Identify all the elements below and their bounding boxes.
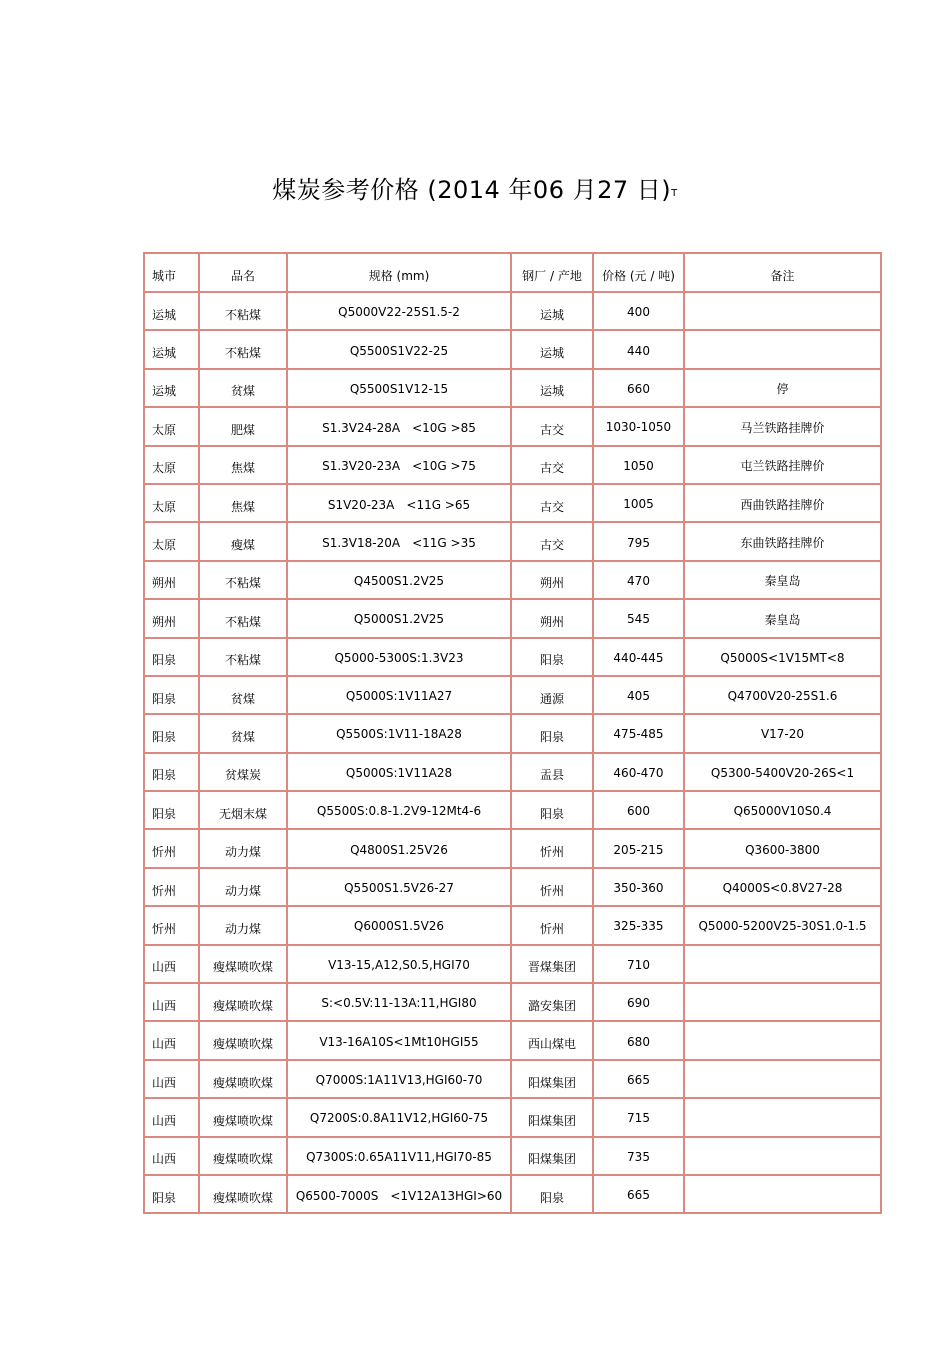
cell-source: 西山煤电 — [512, 1022, 594, 1060]
cell-price: 660 — [594, 370, 685, 408]
cell-note: Q4000S<0.8V27-28 — [685, 869, 882, 907]
cell-kind: 焦煤 — [200, 447, 288, 485]
cell-price: 470 — [594, 562, 685, 600]
cell-city: 阳泉 — [145, 754, 200, 792]
cell-price: 405 — [594, 677, 685, 715]
cell-city: 阳泉 — [145, 639, 200, 677]
cell-source: 运城 — [512, 293, 594, 331]
cell-source: 朔州 — [512, 562, 594, 600]
cell-note — [685, 1099, 882, 1137]
cell-city: 山西 — [145, 1138, 200, 1176]
table-row — [145, 1176, 882, 1214]
cell-source: 潞安集团 — [512, 984, 594, 1022]
header-source: 钢厂 / 产地 — [512, 254, 594, 293]
cell-price: 715 — [594, 1099, 685, 1137]
cell-kind: 瘦煤 — [200, 523, 288, 561]
cell-note: 东曲铁路挂牌价 — [685, 523, 882, 561]
cell-price: 350-360 — [594, 869, 685, 907]
table-row — [145, 792, 882, 830]
table-row — [145, 946, 882, 984]
cell-kind: 动力煤 — [200, 869, 288, 907]
table-row — [145, 830, 882, 868]
cell-price: 460-470 — [594, 754, 685, 792]
header-city: 城市 — [145, 254, 200, 293]
cell-price: 440 — [594, 331, 685, 369]
cell-city: 忻州 — [145, 907, 200, 945]
cell-price: 690 — [594, 984, 685, 1022]
cell-kind: 瘦煤喷吹煤 — [200, 1061, 288, 1099]
cell-city: 太原 — [145, 447, 200, 485]
cell-source: 古交 — [512, 485, 594, 523]
coal-price-table — [143, 252, 882, 1214]
cell-source: 阳泉 — [512, 1176, 594, 1214]
cell-spec: Q5000S:1V11A27 — [288, 677, 512, 715]
table-row — [145, 1138, 882, 1176]
cell-spec: S1.3V20-23A <10G >75 — [288, 447, 512, 485]
cell-note — [685, 1061, 882, 1099]
cell-city: 阳泉 — [145, 677, 200, 715]
table-row — [145, 485, 882, 523]
table-row — [145, 715, 882, 753]
cell-price: 475-485 — [594, 715, 685, 753]
cell-spec: Q6500-7000S <1V12A13HGI>60 — [288, 1176, 512, 1214]
cell-spec: Q5000S:1V11A28 — [288, 754, 512, 792]
cell-city: 阳泉 — [145, 1176, 200, 1214]
cell-city: 太原 — [145, 408, 200, 446]
page-title — [0, 170, 950, 205]
cell-spec: Q7200S:0.8A11V12,HGI60-75 — [288, 1099, 512, 1137]
table-row — [145, 293, 882, 331]
cell-city: 山西 — [145, 946, 200, 984]
cell-kind: 瘦煤喷吹煤 — [200, 1099, 288, 1137]
cell-note: Q65000V10S0.4 — [685, 792, 882, 830]
table-row — [145, 639, 882, 677]
cell-note: Q5000S<1V15MT<8 — [685, 639, 882, 677]
cell-city: 忻州 — [145, 869, 200, 907]
cell-note — [685, 984, 882, 1022]
cell-source: 古交 — [512, 523, 594, 561]
cell-spec: Q5500S1V22-25 — [288, 331, 512, 369]
table-header — [145, 254, 882, 293]
cell-source: 忻州 — [512, 830, 594, 868]
cell-note: 马兰铁路挂牌价 — [685, 408, 882, 446]
cell-price: 325-335 — [594, 907, 685, 945]
header-kind: 品名 — [200, 254, 288, 293]
table-row — [145, 754, 882, 792]
cell-source: 通源 — [512, 677, 594, 715]
cell-note — [685, 946, 882, 984]
cell-city: 太原 — [145, 485, 200, 523]
cell-source: 阳泉 — [512, 715, 594, 753]
cell-kind: 瘦煤喷吹煤 — [200, 946, 288, 984]
cell-spec: Q5500S1.5V26-27 — [288, 869, 512, 907]
cell-spec: Q5000-5300S:1.3V23 — [288, 639, 512, 677]
cell-note: Q5300-5400V20-26S<1 — [685, 754, 882, 792]
table-row — [145, 370, 882, 408]
cell-price: 735 — [594, 1138, 685, 1176]
cell-note: Q5000-5200V25-30S1.0-1.5 — [685, 907, 882, 945]
cell-note: V17-20 — [685, 715, 882, 753]
cell-price: 400 — [594, 293, 685, 331]
cell-kind: 贫煤炭 — [200, 754, 288, 792]
cell-price: 680 — [594, 1022, 685, 1060]
cell-note: 停 — [685, 370, 882, 408]
cell-city: 山西 — [145, 1022, 200, 1060]
cell-note: 西曲铁路挂牌价 — [685, 485, 882, 523]
cell-city: 山西 — [145, 1099, 200, 1137]
cell-note: 秦皇岛 — [685, 600, 882, 638]
cell-city: 阳泉 — [145, 715, 200, 753]
cell-kind: 不粘煤 — [200, 562, 288, 600]
table-row — [145, 1022, 882, 1060]
cell-spec: S:<0.5V:11-13A:11,HGI80 — [288, 984, 512, 1022]
cell-source: 古交 — [512, 447, 594, 485]
cell-spec: Q7000S:1A11V13,HGI60-70 — [288, 1061, 512, 1099]
cell-price: 440-445 — [594, 639, 685, 677]
cell-price: 795 — [594, 523, 685, 561]
cell-kind: 贫煤 — [200, 370, 288, 408]
cell-city: 运城 — [145, 370, 200, 408]
cell-spec: Q7300S:0.65A11V11,HGI70-85 — [288, 1138, 512, 1176]
cell-price: 600 — [594, 792, 685, 830]
cell-city: 太原 — [145, 523, 200, 561]
table-row — [145, 562, 882, 600]
header-price: 价格 (元 / 吨) — [594, 254, 685, 293]
cell-kind: 肥煤 — [200, 408, 288, 446]
cell-kind: 不粘煤 — [200, 293, 288, 331]
cell-note — [685, 1022, 882, 1060]
cell-source: 晋煤集团 — [512, 946, 594, 984]
cell-kind: 动力煤 — [200, 830, 288, 868]
cell-kind: 瘦煤喷吹煤 — [200, 1176, 288, 1214]
cell-city: 忻州 — [145, 830, 200, 868]
cell-kind: 无烟末煤 — [200, 792, 288, 830]
cell-price: 1030-1050 — [594, 408, 685, 446]
cell-spec: Q5500S:1V11-18A28 — [288, 715, 512, 753]
cell-spec: Q5500S:0.8-1.2V9-12Mt4-6 — [288, 792, 512, 830]
cell-spec: Q5500S1V12-15 — [288, 370, 512, 408]
cell-note: 秦皇岛 — [685, 562, 882, 600]
cell-source: 阳泉 — [512, 639, 594, 677]
cell-city: 山西 — [145, 1061, 200, 1099]
cell-spec: V13-15,A12,S0.5,HGI70 — [288, 946, 512, 984]
cell-source: 运城 — [512, 370, 594, 408]
cell-price: 545 — [594, 600, 685, 638]
cell-spec: S1.3V24-28A <10G >85 — [288, 408, 512, 446]
cell-kind: 不粘煤 — [200, 331, 288, 369]
table-row — [145, 523, 882, 561]
table-body — [145, 293, 882, 1214]
table-row — [145, 907, 882, 945]
cell-spec: Q6000S1.5V26 — [288, 907, 512, 945]
header-note: 备注 — [685, 254, 882, 293]
cell-price: 1050 — [594, 447, 685, 485]
cell-kind: 不粘煤 — [200, 600, 288, 638]
cell-note — [685, 293, 882, 331]
cell-kind: 贫煤 — [200, 677, 288, 715]
table-row — [145, 408, 882, 446]
cell-kind: 贫煤 — [200, 715, 288, 753]
cell-price: 710 — [594, 946, 685, 984]
cell-source: 阳煤集团 — [512, 1061, 594, 1099]
cell-kind: 不粘煤 — [200, 639, 288, 677]
table-row — [145, 600, 882, 638]
cell-source: 阳煤集团 — [512, 1099, 594, 1137]
cell-note: Q3600-3800 — [685, 830, 882, 868]
cell-kind: 瘦煤喷吹煤 — [200, 1022, 288, 1060]
cell-city: 运城 — [145, 293, 200, 331]
table-row — [145, 1099, 882, 1137]
cell-source: 阳煤集团 — [512, 1138, 594, 1176]
cell-price: 205-215 — [594, 830, 685, 868]
cell-spec: S1V20-23A <11G >65 — [288, 485, 512, 523]
cell-source: 盂县 — [512, 754, 594, 792]
cell-spec: S1.3V18-20A <11G >35 — [288, 523, 512, 561]
cell-kind: 动力煤 — [200, 907, 288, 945]
cell-city: 山西 — [145, 984, 200, 1022]
cell-city: 运城 — [145, 331, 200, 369]
table-row — [145, 869, 882, 907]
cell-spec: V13-16A10S<1Mt10HGI55 — [288, 1022, 512, 1060]
cell-spec: Q4500S1.2V25 — [288, 562, 512, 600]
cell-source: 运城 — [512, 331, 594, 369]
cell-city: 朔州 — [145, 562, 200, 600]
cell-spec: Q4800S1.25V26 — [288, 830, 512, 868]
cell-spec: Q5000S1.2V25 — [288, 600, 512, 638]
cell-price: 665 — [594, 1176, 685, 1214]
cell-city: 阳泉 — [145, 792, 200, 830]
cell-source: 古交 — [512, 408, 594, 446]
cell-note — [685, 331, 882, 369]
title-mark: T — [671, 188, 678, 199]
header-row — [145, 254, 882, 293]
header-spec: 规格 (mm) — [288, 254, 512, 293]
cell-kind: 瘦煤喷吹煤 — [200, 1138, 288, 1176]
table-row — [145, 331, 882, 369]
cell-city: 朔州 — [145, 600, 200, 638]
cell-kind: 焦煤 — [200, 485, 288, 523]
cell-price: 1005 — [594, 485, 685, 523]
cell-note — [685, 1176, 882, 1214]
cell-note — [685, 1138, 882, 1176]
cell-source: 忻州 — [512, 869, 594, 907]
cell-source: 朔州 — [512, 600, 594, 638]
table-row — [145, 677, 882, 715]
cell-kind: 瘦煤喷吹煤 — [200, 984, 288, 1022]
cell-note: Q4700V20-25S1.6 — [685, 677, 882, 715]
cell-spec: Q5000V22-25S1.5-2 — [288, 293, 512, 331]
title-text: 煤炭参考价格 (2014 年06 月27 日) — [272, 176, 672, 204]
cell-source: 阳泉 — [512, 792, 594, 830]
table-row — [145, 984, 882, 1022]
table-row — [145, 1061, 882, 1099]
table-row — [145, 447, 882, 485]
cell-note: 屯兰铁路挂牌价 — [685, 447, 882, 485]
cell-price: 665 — [594, 1061, 685, 1099]
cell-source: 忻州 — [512, 907, 594, 945]
